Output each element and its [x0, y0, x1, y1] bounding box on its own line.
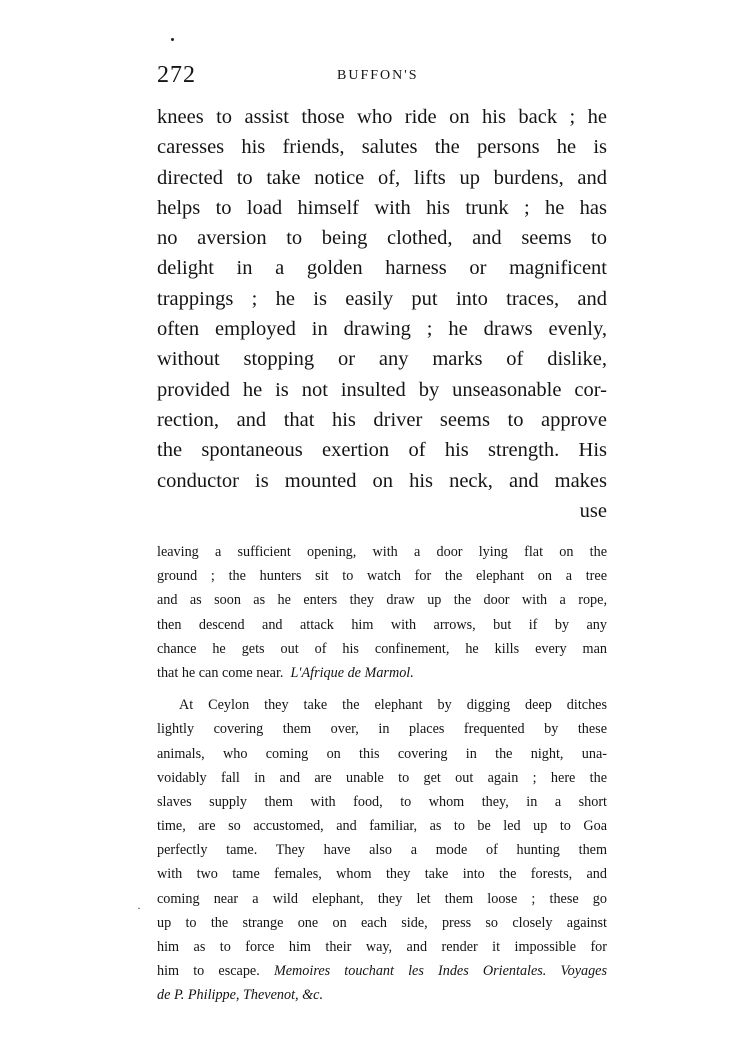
footnote-source: Memoires touchant les Indes Orientales. Voyages	[273, 963, 607, 980]
footnote-line: then descend and attack him with arrows, but if by any	[157, 616, 607, 633]
page-header	[157, 62, 607, 92]
main-text-line: rection, and that his driver seems to approve	[157, 408, 607, 431]
footnotes-block	[157, 540, 607, 1008]
main-text-line: trappings ; he is easily put into traces, and	[157, 287, 607, 310]
main-text-line: without stopping or any marks of dislike,	[157, 348, 607, 371]
footnote-line: leaving a sufficient opening, with a door lying flat on the	[157, 544, 607, 560]
footnote-line: him as to force him their way, and render it impossible for	[157, 939, 607, 955]
main-text-line: delight in a golden harness or magnificent	[157, 257, 607, 280]
footnote-line: ground ; the hunters sit to watch for the elephant on a tree	[157, 568, 607, 585]
footnote-line: chance he gets out of his confinement, he kills every man	[157, 640, 607, 657]
margin-mark: ·	[137, 901, 141, 915]
main-text-block	[157, 102, 607, 526]
footnote-line: At Ceylon they take the elephant by digging deep ditches	[179, 697, 607, 714]
footnote-marmol	[157, 540, 607, 685]
footnote-line: slaves supply them with food, to whom they, in a short	[157, 793, 607, 810]
footnote-line: up to the strange one on each side, press so closely against	[157, 914, 607, 931]
running-head: BUFFON'S	[337, 68, 419, 83]
footnote-ceylon	[157, 693, 607, 1007]
main-text-line: no aversion to being clothed, and seems to	[157, 227, 607, 250]
main-text-line: directed to take notice of, lifts up burdens, and	[157, 166, 607, 189]
main-text-line: knees to assist those who ride on his back ; he	[157, 106, 607, 128]
footnote-line-text: that he can come near.	[157, 664, 284, 681]
footnote-source: L'Afrique de Marmol.	[290, 664, 414, 681]
main-text-line: caresses his friends, salutes the persons he is	[157, 136, 607, 159]
footnote-line: voidably fall in and are unable to get out again ; here the	[157, 769, 607, 786]
main-text-line: the spontaneous exertion of his strength. His	[157, 439, 607, 462]
catchword: use	[579, 499, 607, 522]
footnote-line	[157, 959, 607, 983]
ink-speck	[171, 38, 174, 41]
footnote-line: animals, who coming on this covering in the night, una-	[157, 745, 607, 762]
footnote-line: coming near a wild elephant, they let them loose ; these go	[157, 890, 607, 907]
footnote-line-text: him to escape.	[157, 963, 260, 980]
footnote-source-continued: de P. Philippe, Thevenot, &c.	[157, 987, 324, 1004]
footnote-line: time, are so accustomed, and familiar, as to be led up to Goa	[157, 818, 607, 835]
main-text-line: provided he is not insulted by unseasonable cor-	[157, 378, 607, 401]
footnote-line: lightly covering them over, in places frequented by these	[157, 721, 607, 738]
footnote-line: and as soon as he enters they draw up the door with a rope,	[157, 592, 607, 609]
main-text-line: often employed in drawing ; he draws evenly,	[157, 318, 607, 341]
main-text-line: helps to load himself with his trunk ; he has	[157, 196, 607, 219]
main-text-line: conductor is mounted on his neck, and makes	[157, 469, 607, 492]
footnote-line: perfectly tame. They have also a mode of hunting them	[157, 842, 607, 859]
page-number: 272	[157, 62, 196, 88]
footnote-last-line	[157, 661, 607, 685]
footnote-line: with two tame females, whom they take into the forests, and	[157, 866, 607, 883]
